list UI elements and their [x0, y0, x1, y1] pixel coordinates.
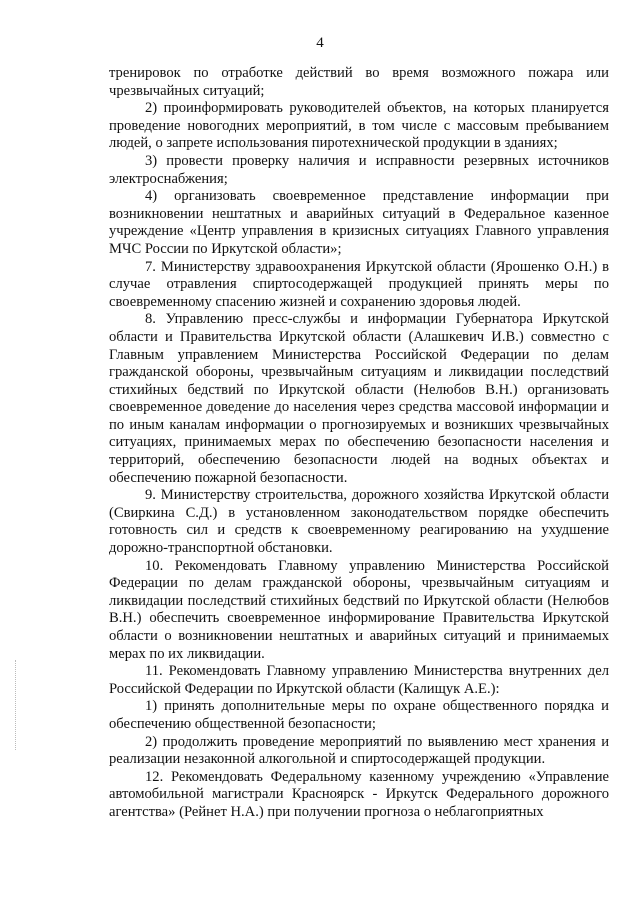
paragraph-continuation: тренировок по отработке действий во время возможного пожара или чрезвычайных ситуаций; [109, 65, 609, 99]
paragraph-10: 10. Рекомендовать Главному управлению Министерства Российской Федерации по делам гражданской обороны, чрезвычайным ситуациям и ликвидации последствий стихийных бедствий по Иркутской области (Нелюбов В.Н.) обеспечить своевременное информирование Правительства Иркутской области о возникновении нештатных и аварийных ситуаций и принимаемых мерах по их ликвидации. [109, 557, 609, 662]
paragraph-11-item-1: 1) принять дополнительные меры по охране общественного порядка и обеспечению общественной безопасности; [109, 698, 609, 732]
document-body [109, 65, 609, 822]
paragraph-item-4: 4) организовать своевременное представление информации при возникновении нештатных и аварийных ситуаций в Федеральное казенное учреждение «Центр управления в кризисных ситуациях Главного управления МЧС России по Иркутской области»; [109, 188, 609, 257]
paragraph-11-item-2: 2) продолжить проведение мероприятий по выявлению мест хранения и реализации незаконной алкогольной и спиртосодержащей продукции. [109, 733, 609, 768]
paragraph-12: 12. Рекомендовать Федеральному казенному учреждению «Управление автомобильной магистрали Красноярск - Иркутск Федерального дорожного агентства» (Рейнет Н.А.) при получении прогноза о неблагоприятных [109, 768, 609, 820]
paragraph-8: 8. Управлению пресс-службы и информации Губернатора Иркутской области и Правительства Иркутской области (Алашкевич И.В.) совместно с Главным управлением Министерства Российской Федерации по делам гражданской обороны, чрезвычайным ситуациям и ликвидации последствий стихийных бедствий по Иркутской области (Нелюбов В.Н.) организовать своевременное доведение до населения через средства массовой информации и по иным каналам информации о прогнозируемых и возникших чрезвычайных ситуациях, принимаемых мерах по обеспечению безопасности населения и территорий, обеспечению безопасности людей на водных объектах и обеспечению пожарной безопасности. [109, 311, 609, 486]
paragraph-7: 7. Министерству здравоохранения Иркутской области (Ярошенко О.Н.) в случае отравления спиртосодержащей продукцией принять меры по своевременному спасению жизней и сохранению здоровья людей. [109, 258, 609, 310]
paragraph-11: 11. Рекомендовать Главному управлению Министерства внутренних дел Российской Федерации по Иркутской области (Калищук А.Е.): [109, 663, 609, 697]
scan-margin-mark [15, 660, 19, 750]
paragraph-item-3: 3) провести проверку наличия и исправности резервных источников электроснабжения; [109, 152, 609, 187]
page-number: 4 [316, 35, 324, 51]
paragraph-9: 9. Министерству строительства, дорожного хозяйства Иркутской области (Свиркина С.Д.) в установленном законодательством порядке обеспечить готовность сил и средств к своевременному реагированию на ухудшение дорожно-транспортной обстановки. [109, 487, 609, 557]
paragraph-item-2: 2) проинформировать руководителей объектов, на которых планируется проведение новогодних мероприятий, в том числе с массовым пребыванием людей, о запрете использования пиротехнической продукции в зданиях; [109, 100, 609, 152]
